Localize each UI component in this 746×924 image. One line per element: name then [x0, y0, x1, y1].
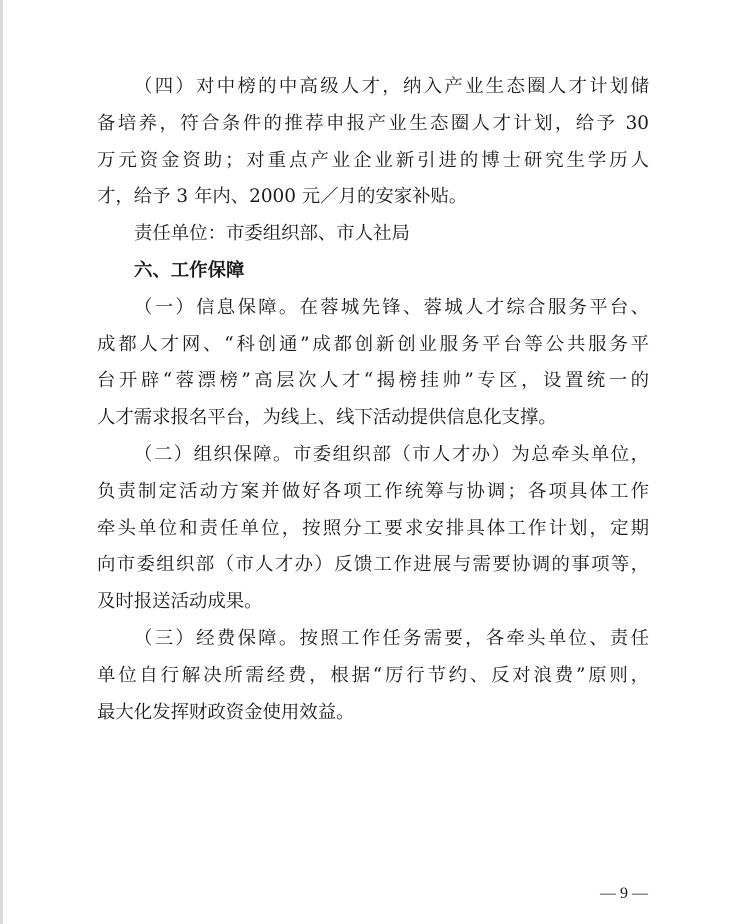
text-line: （三）经费保障。按照工作任务需要，各牵头单位、责任: [134, 627, 649, 649]
text-line: 台开辟“蓉漂榜”高层次人才“揭榜挂帅”专区，设置统一的: [97, 370, 649, 392]
text-line: （二）组织保障。市委组织部（市人才办）为总牵头单位，: [134, 443, 649, 465]
text-line: 牵头单位和责任单位，按照分工要求安排具体工作计划，定期: [97, 517, 649, 539]
section-heading: 六、工作保障: [134, 259, 245, 281]
paragraph-talent-reserve: [97, 69, 649, 216]
document-body: [97, 69, 649, 731]
text-line: 向市委组织部（市人才办）反馈工作进展与需要协调的事项等，: [97, 554, 649, 576]
paragraph-funding-guarantee: [97, 621, 649, 731]
paragraph-organization-guarantee: [97, 437, 649, 621]
text-line: 人才需求报名平台，为线上、线下活动提供信息化支撑。: [97, 407, 557, 429]
text-line: 备培养，符合条件的推荐申报产业生态圈人才计划，给予 30: [97, 112, 649, 134]
text-line: 单位自行解决所需经费，根据“厉行节约、反对浪费”原则，: [97, 664, 649, 686]
page-edge: [0, 0, 3, 924]
text-line: 负责制定活动方案并做好各项工作统筹与协调；各项具体工作: [97, 480, 649, 502]
paragraph-information-guarantee: [97, 290, 649, 437]
text-line: 及时报送活动成果。: [97, 591, 263, 613]
text-line: 成都人才网、“科创通”成都创新创业服务平台等公共服务平: [97, 333, 649, 355]
responsible-units: 责任单位：市委组织部、市人社局: [134, 223, 410, 245]
text-line: （四）对中榜的中高级人才，纳入产业生态圈人才计划储: [134, 76, 649, 97]
page-number: — 9 —: [600, 885, 648, 902]
text-line: （一）信息保障。在蓉城先锋、蓉城人才综合服务平台、: [134, 296, 649, 318]
text-line: 万元资金资助；对重点产业企业新引进的博士研究生学历人: [97, 149, 649, 171]
text-line: 最大化发挥财政资金使用效益。: [97, 701, 355, 723]
text-line: 才，给予 3 年内、2000 元／月的安家补贴。: [97, 186, 468, 208]
